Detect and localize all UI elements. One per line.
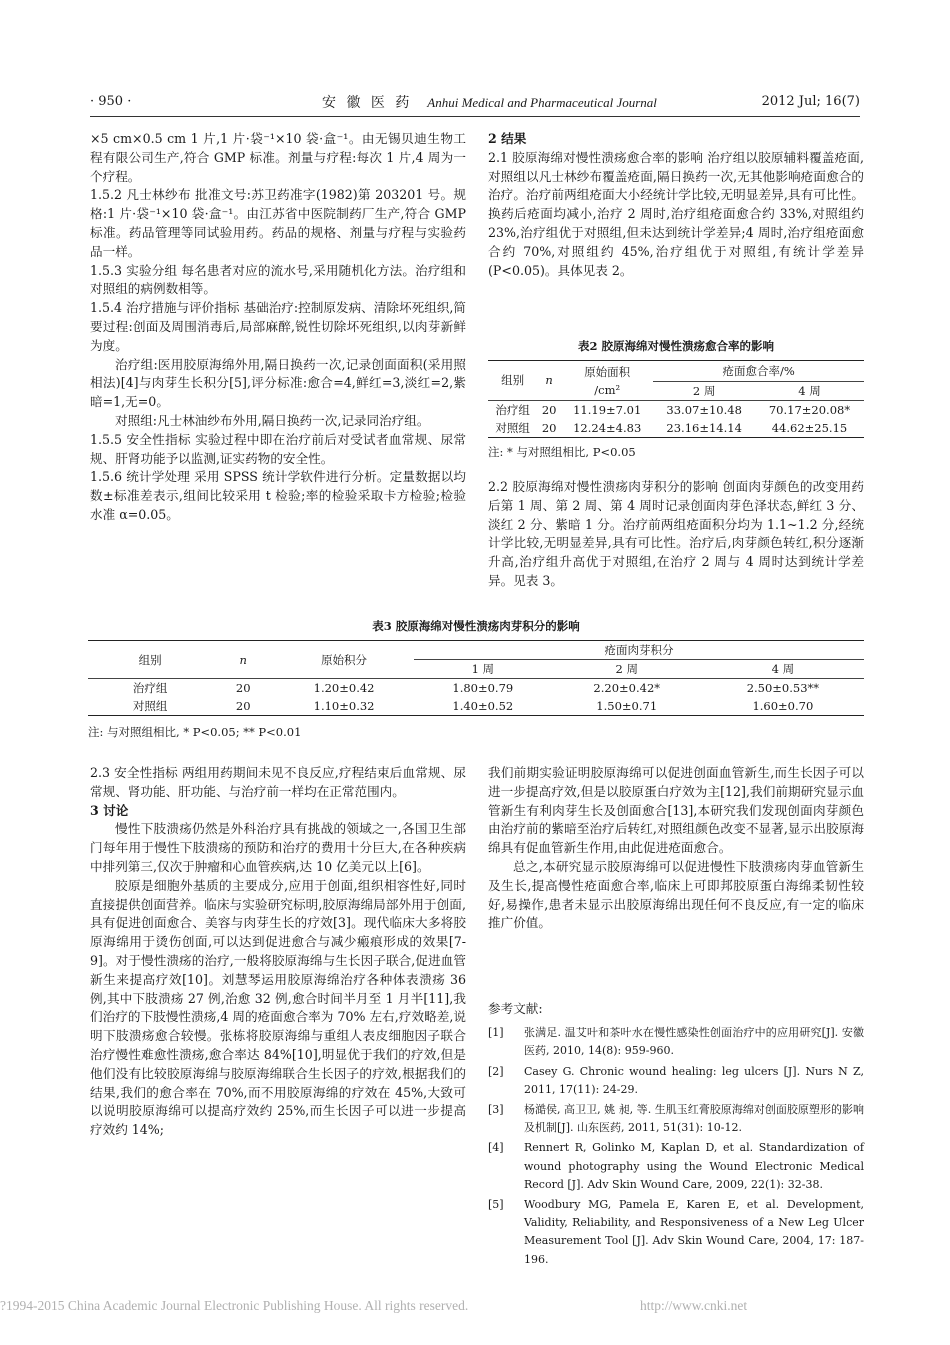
cell: 1.10±0.32 (313, 699, 375, 713)
references (488, 1000, 864, 1271)
journal-title-cn: 安 徽 医 药 (322, 95, 413, 111)
cell: 2.50±0.53** (746, 681, 820, 695)
cell: 1.80±0.79 (452, 681, 514, 695)
cell: 对照组 (495, 420, 530, 435)
col-header: 疮面肉芽积分 (414, 641, 864, 660)
section-2-2: 2.2 胶原海绵对慢性溃疡肉芽积分的影响 创面肉芽颜色的改变用药后第 1 周、第 2 周、第 4 周时记录创面肉芽色泽状态,鲜红 3 分、淡红 2 分、紫暗 1 分。治疗前两组疮面积分均为 1.1~1.2 分,经统计学比较,无明显差异,具有可比性。治疗后,肉芽颜色转红,积分逐渐升高,治疗组升高优于对照组,在治疗 2 周与 4 周时达到统计学差异。见表 3。 (488, 479, 864, 588)
reference-number: [3] (488, 1103, 504, 1117)
paragraph: 胶原是细胞外基质的主要成分,应用于创面,组织相容性好,同时直接提供创面营养。临床与实验研究标明,胶原海绵局部外用于创面,具有促进创面愈合、美容与肉芽生长的疗效[3]。现代临床大多将胶原海绵用于烫伤创面,可以达到促进愈合与减少瘢痕形成的效果[7-9]。对于慢性溃疡的治疗,一般将胶原海绵与生长因子联合,促进血管新生来提高疗效[10]。刘慧琴运用胶原海绵治疗各种体表溃疡 36 例,其中下肢溃疡 27 例,治愈 32 例,愈合时间半月至 1 月半[11],我们治疗的下肢慢性溃疡,4 周的疮面愈合率为 70% 左右,疗效略差,说明下肢溃疡愈合较慢。张栋将胶原海绵与重组人表皮细胞因子联合治疗慢性难愈性溃疡,愈合率达 84%[10],明显优于我们的疗效,但是他们没有比较胶原海绵与胶原海绵联合生长因子的疗效,根据我们的结果,我们的愈合率在 70%,而不用胶原海绵的疗效在 45%,大致可以说明胶原海绵可以提高疗效约 25%,而生长因子可以进一步提高疗效约 14%; (90, 877, 466, 1138)
section-1-5-4: 1.5.4 治疗措施与评价指标 基础治疗:控制原发病、清除坏死组织,简要过程:创面及周围消毒后,局部麻醉,锐性切除坏死组织,以肉芽新鲜为度。 (90, 300, 466, 353)
cell: 1.50±0.71 (596, 699, 658, 713)
table-2 (488, 338, 864, 460)
section-1-5-2: 1.5.2 凡士林纱布 批准文号:苏卫药准字(1982)第 203201 号。规格:1 片·袋⁻¹×10 袋·盒⁻¹。由江苏省中医院制药厂生产,符合 GMP 标准。药品管理等同试验用药。药品的规格、剂量与疗程与实验药品一样。 (90, 187, 466, 259)
col-header: 1 周 (414, 660, 552, 679)
cell: 20 (541, 402, 557, 417)
col-header: 疮面愈合率/% (653, 361, 864, 382)
right-column-mid (488, 478, 864, 591)
paragraph: 总之,本研究显示胶原海绵可以促进慢性下肢溃疡肉芽血管新生及生长,提高慢性疮面愈合率,临床上可即邦胶原蛋白海绵柔韧性较好,易操作,患者未显示出胶原海绵出现任何不良反应,有一定的临床推广价值。 (488, 858, 864, 931)
paragraph: 我们前期实验证明胶原海绵可以促进创面血管新生,而生长因子可以进一步提高疗效,但是以胶原蛋白疗效为主[12],我们前期研究显示血管新生有利肉芽生长及创面愈合[13],本研究我们发现创面肉芽颜色由治疗前的紫暗至治疗后转红,对照组颜色改变不显著,显示出胶原海绵具有促血管新生作用,由此促进疮面愈合。 (488, 765, 864, 856)
reference-number: [5] (488, 1198, 504, 1212)
col-header: n (212, 641, 274, 679)
col-header: 4 周 (702, 660, 864, 679)
table-note: 注: 与对照组相比, * P<0.05; ** P<0.01 (88, 725, 302, 739)
col-header: n (537, 361, 561, 401)
reference-item (488, 1196, 864, 1269)
section-heading-discussion: 3 讨论 (90, 802, 129, 818)
reference-item (488, 1063, 864, 1099)
cell: 1.20±0.42 (313, 681, 375, 695)
table-caption: 表2 胶原海绵对慢性溃疡愈合率的影响 (577, 339, 774, 353)
reference-number: [1] (488, 1026, 504, 1040)
cell: 对照组 (132, 699, 168, 713)
cell: 70.17±20.08* (768, 402, 851, 417)
cell: 11.19±7.01 (573, 402, 642, 417)
left-column-top (90, 130, 466, 525)
col-header: 组别 (488, 361, 537, 401)
table-caption: 表3 胶原海绵对慢性溃疡肉芽积分的影响 (372, 619, 580, 633)
paragraph: 治疗组:医用胶原海绵外用,隔日换药一次,记录创面面积(采用照相法)[4]与肉芽生长积分[5],评分标准:愈合=4,鲜红=3,淡红=2,紫暗=1,无=0。 (90, 356, 466, 410)
cell: 12.24±4.83 (573, 420, 642, 435)
section-2-1: 2.1 胶原海绵对慢性溃疡愈合率的影响 治疗组以胶原辅料覆盖疮面,对照组以凡士林纱布覆盖疮面,隔日换药一次,无其他影响疮面愈合的治疗。治疗前两组疮面大小经统计学比较,无明显差异,具有可比性。换药后疮面均减小,治疗 2 周时,治疗组疮面愈合约 33%,对照组约 23%,治疗组优于对照组,但未达到统计学差异;4 周时,治疗组疮面愈合约 70%,对照组约 45%,治疗组优于对照组,有统计学差异(P<0.05)。具体见表 2。 (488, 149, 864, 278)
paragraph: ×5 cm×0.5 cm 1 片,1 片·袋⁻¹×10 袋·盒⁻¹。由无锡贝迪生物工程有限公司生产,符合 GMP 标准。剂量与疗程:每次 1 片,4 周为一个疗程。 (90, 131, 466, 184)
col-header: 原始面积 (584, 365, 631, 379)
cell: 2.20±0.42* (593, 681, 661, 695)
issue-date: 2012 Jul; 16(7) (761, 94, 860, 109)
cell: 44.62±25.15 (771, 420, 848, 435)
header-rule (90, 116, 860, 117)
right-column-top (488, 130, 864, 280)
references-title: 参考文献: (488, 1001, 543, 1016)
table-3 (88, 618, 864, 740)
table-row (488, 400, 864, 419)
table-row (488, 419, 864, 438)
cell: 20 (541, 420, 557, 435)
paragraph: 对照组:凡士林油纱布外用,隔日换药一次,记录同治疗组。 (115, 412, 430, 428)
cell: 1.40±0.52 (452, 699, 514, 713)
reference-number: [2] (488, 1064, 504, 1078)
reference-item (488, 1101, 864, 1137)
left-column-bottom (90, 764, 466, 1140)
right-column-bottom (488, 764, 864, 933)
copyright-notice: ?1994-2015 China Academic Journal Electronic Publishing House. All rights reserved. (0, 1298, 469, 1313)
section-2-3: 2.3 安全性指标 两组用药期间未见不良反应,疗程结束后血常规、尿常规、肾功能、肝功能、与治疗前一样均在正常范围内。 (90, 765, 466, 799)
col-header: 4 周 (755, 381, 864, 400)
reference-item (488, 1024, 864, 1060)
data-table (88, 640, 864, 716)
cell: 20 (235, 681, 251, 695)
cell: 20 (235, 699, 251, 713)
col-header: 2 周 (653, 381, 755, 400)
reference-text: 杨澔侯, 高卫卫, 姚 昶, 等. 生肌玉红膏胶原海绵对创面胶原塑形的影响及机制[J]. 山东医药, 2011, 51(31): 10-12. (524, 1103, 864, 1135)
cnki-link[interactable]: http://www.cnki.net (640, 1298, 748, 1313)
table-row (88, 697, 864, 716)
section-1-5-5: 1.5.5 安全性指标 实验过程中即在治疗前后对受试者血常规、尿常规、肝肾功能予以监测,证实药物的安全性。 (90, 431, 466, 466)
cell: 33.07±10.48 (666, 402, 742, 417)
reference-number: [4] (488, 1141, 504, 1155)
cell: 1.60±0.70 (752, 699, 814, 713)
journal-title-en: Anhui Medical and Pharmaceutical Journal (427, 95, 657, 110)
col-header: 2 周 (552, 660, 702, 679)
cell: 治疗组 (132, 681, 168, 695)
data-table (488, 360, 864, 438)
paragraph: 慢性下肢溃疡仍然是外科治疗具有挑战的领域之一,各国卫生部门每年用于慢性下肢溃疡的预防和治疗的费用十分巨大,在各种疾病中排列第三,仅次于肿瘤和心血管疾病,达 10 亿美元以上[6]。 (90, 821, 466, 874)
section-1-5-6: 1.5.6 统计学处理 采用 SPSS 统计学软件进行分析。定量数据以均数±标准差表示,组间比较采用 t 检验;率的检验采取卡方检验;检验水准 α=0.05。 (90, 469, 466, 522)
reference-text: 张满足. 温艾叶和茶叶水在慢性感染性创面治疗中的应用研究[J]. 安徽医药, 2010, 14(8): 959-960. (524, 1026, 864, 1058)
cell: 治疗组 (495, 402, 530, 417)
reference-text: Casey G. Chronic wound healing: leg ulcers [J]. Nurs N Z, 2011, 17(11): 24-29. (524, 1064, 864, 1096)
reference-item (488, 1139, 864, 1194)
section-heading-results: 2 结果 (488, 131, 527, 146)
col-header: 组别 (88, 641, 212, 679)
reference-text: Woodbury MG, Pamela E, Karen E, et al. Development, Validity, Reliability, and Responsiveness of a New Leg Ulcer Measurement Tool [J]. Adv Skin Wound Care, 2004, 17: 187-196. (524, 1198, 864, 1266)
page-number: · 950 · (90, 94, 132, 109)
journal-title (322, 92, 657, 112)
section-1-5-3: 1.5.3 实验分组 每名患者对应的流水号,采用随机化方法。治疗组和对照组的病例数相等。 (90, 262, 466, 297)
cell: 23.16±14.14 (666, 420, 742, 435)
reference-text: Rennert R, Golinko M, Kaplan D, et al. Standardization of wound photography using the Wound Electronic Medical Record [J]. Adv Skin Wound Care, 2009, 22(1): 32-38. (524, 1141, 864, 1191)
running-header (90, 92, 860, 112)
table-note: 注: * 与对照组相比, P<0.05 (488, 444, 636, 459)
table-row (88, 679, 864, 698)
col-header: 原始积分 (274, 641, 414, 679)
col-header: /cm² (561, 381, 653, 400)
